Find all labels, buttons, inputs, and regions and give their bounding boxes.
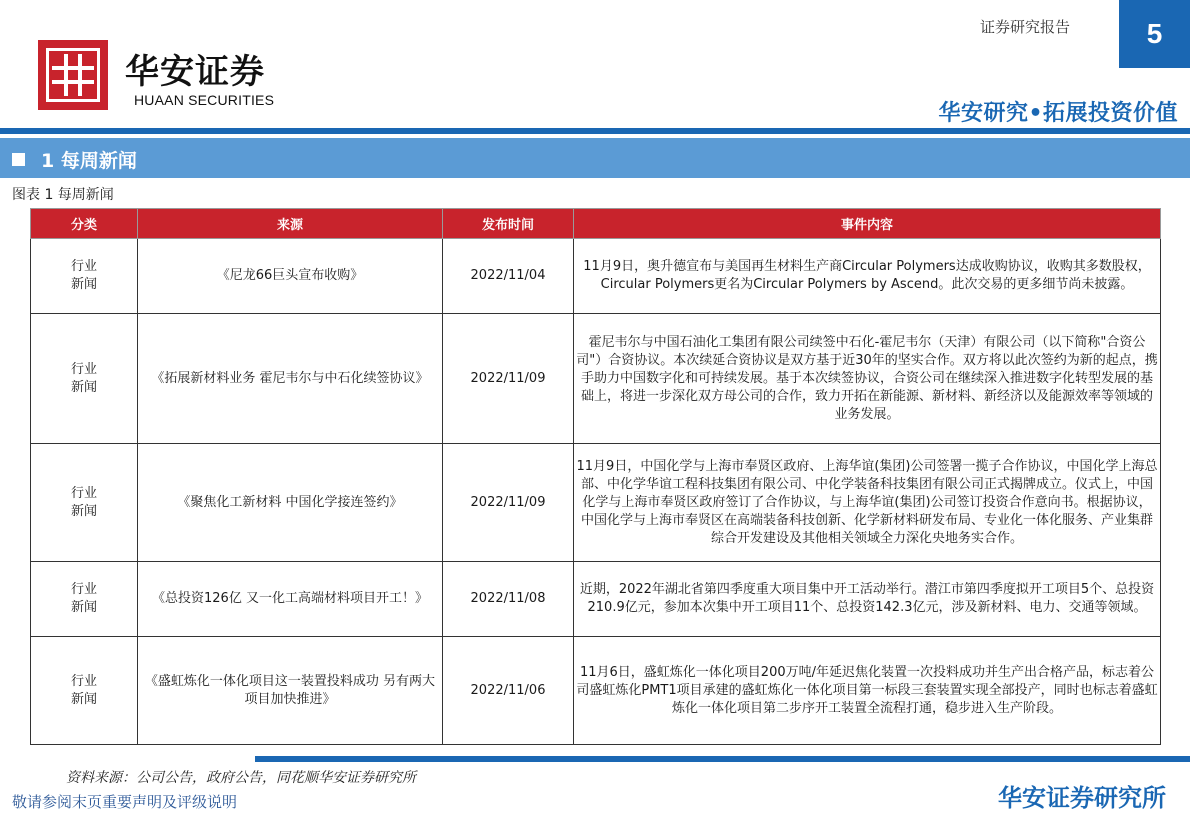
date-cell: 2022/11/08 <box>443 562 574 637</box>
table-row <box>31 239 1161 314</box>
page-number: 5 <box>1119 0 1190 68</box>
category-cell <box>31 444 138 562</box>
date-cell: 2022/11/09 <box>443 314 574 444</box>
date-cell: 2022/11/09 <box>443 444 574 562</box>
report-type-label: 证券研究报告 <box>980 18 1071 36</box>
section-title-text: 1 每周新闻 <box>41 150 137 172</box>
disclaimer-link[interactable]: 敬请参阅末页重要声明及评级说明 <box>12 793 238 811</box>
date-cell: 2022/11/04 <box>443 239 574 314</box>
content-cell: 近期，2022年湖北省第四季度重大项目集中开工活动举行。潜江市第四季度拟开工项目5个、总投资210.9亿元，参加本次集中开工项目11个、总投资142.3亿元，涉及新材料、电力、交通等领域。 <box>574 562 1161 637</box>
table-row <box>31 562 1161 637</box>
category-cell <box>31 562 138 637</box>
content-cell: 11月9日，中国化学与上海市奉贤区政府、上海华谊(集团)公司签署一揽子合作协议，中国化学上海总部、中化学华谊工程科技集团有限公司、中化学装备科技集团有限公司正式揭牌成立。仪式上，中国化学与上海市奉贤区政府签订了合作协议，与上海华谊(集团)公司签订投资合作意向书。根据协议，中国化学与上海市奉贤区在高端装备科技创新、化学新材料研发布局、专业化一体化服务、产业集群综合开发建设及其他相关领域全力深化央地务实合作。 <box>574 444 1161 562</box>
header-divider <box>0 128 1190 134</box>
header-content: 事件内容 <box>574 209 1161 239</box>
category-text: 行业新闻 <box>71 485 98 519</box>
table-row <box>31 444 1161 562</box>
source-note: 资料来源：公司公告，政府公告，同花顺华安证券研究所 <box>66 770 416 786</box>
logo-mark-icon <box>38 40 108 110</box>
figure-caption: 图表 1 每周新闻 <box>12 187 114 203</box>
news-table <box>30 208 1161 745</box>
category-cell <box>31 239 138 314</box>
source-cell: 《尼龙66巨头宣布收购》 <box>138 239 443 314</box>
table-row <box>31 637 1161 745</box>
content-cell: 霍尼韦尔与中国石油化工集团有限公司续签中石化-霍尼韦尔（天津）有限公司（以下简称"合资公司"）合资协议。本次续延合资协议是双方基于近30年的坚实合作。双方将以此次签约为新的起点，携手助力中国数字化和可持续发展。基于本次续签协议，合资公司在继续深入推进数字化转型发展的基础上，将进一步深化双方母公司的合作，致力开拓在新能源、新材料、新经济以及能源效率等领域的业务发展。 <box>574 314 1161 444</box>
header-slogan: 华安研究•拓展投资价值 <box>938 101 1178 126</box>
footer-divider <box>255 756 1190 762</box>
logo-english-name: HUAAN SECURITIES <box>134 92 275 108</box>
source-cell: 《拓展新材料业务 霍尼韦尔与中石化续签协议》 <box>138 314 443 444</box>
source-cell: 《聚焦化工新材料 中国化学接连签约》 <box>138 444 443 562</box>
category-cell <box>31 637 138 745</box>
source-cell: 《盛虹炼化一体化项目这一装置投料成功 另有两大项目加快推进》 <box>138 637 443 745</box>
header-date: 发布时间 <box>443 209 574 239</box>
header-source: 来源 <box>138 209 443 239</box>
category-text: 行业新闻 <box>71 673 98 707</box>
header-category: 分类 <box>31 209 138 239</box>
date-cell: 2022/11/06 <box>443 637 574 745</box>
section-title <box>12 146 137 173</box>
table-header-row <box>31 209 1161 239</box>
source-cell: 《总投资126亿 又一化工高端材料项目开工！》 <box>138 562 443 637</box>
category-text: 行业新闻 <box>71 259 98 292</box>
section-bar <box>0 138 1190 178</box>
institute-name: 华安证券研究所 <box>998 784 1166 812</box>
category-cell <box>31 314 138 444</box>
table-row <box>31 314 1161 444</box>
content-cell: 11月6日，盛虹炼化一体化项目200万吨/年延迟焦化装置一次投料成功并生产出合格产品，标志着公司盛虹炼化PMT1项目承建的盛虹炼化一体化项目第一标段三套装置实现全部投产，同时也标志着盛虹炼化一体化项目第二步序开工装置全流程打通，稳步进入生产阶段。 <box>574 637 1161 745</box>
square-bullet-icon <box>12 153 25 166</box>
logo-chinese-name: 华安证券 <box>125 52 265 92</box>
content-cell: 11月9日，奥升德宣布与美国再生材料生产商Circular Polymers达成收购协议，收购其多数股权，Circular Polymers更名为Circular Polymers by Ascend。此次交易的更多细节尚未披露。 <box>574 239 1161 314</box>
category-text: 行业新闻 <box>71 582 98 615</box>
category-text: 行业新闻 <box>71 361 98 395</box>
